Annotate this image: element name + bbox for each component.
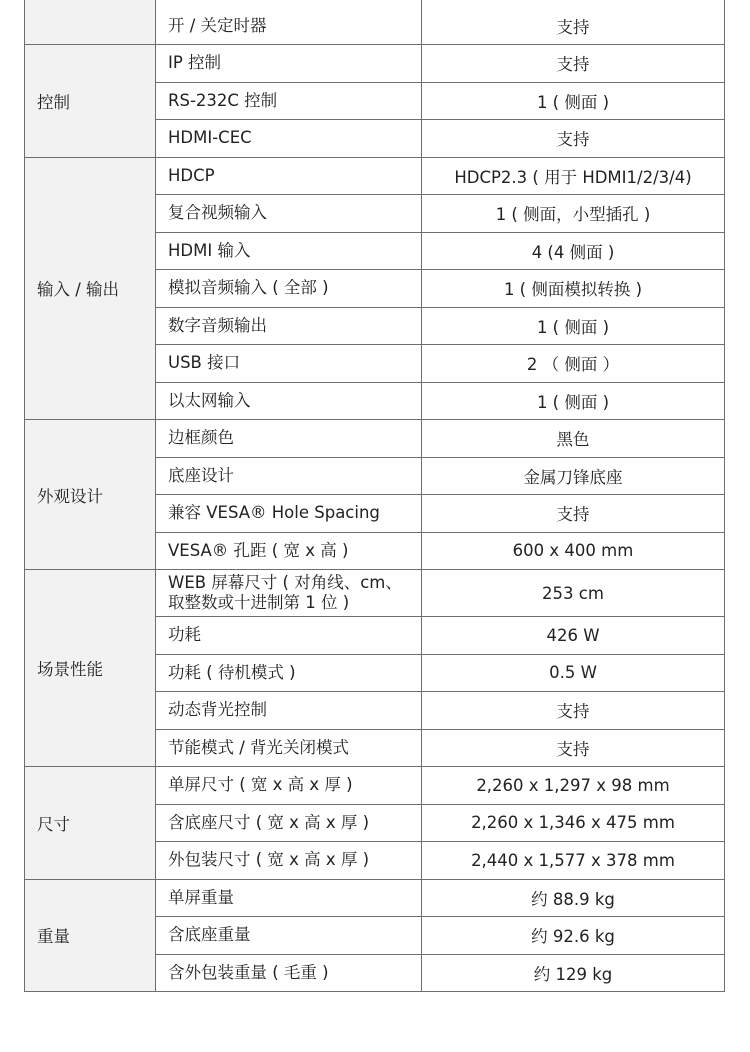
row-value: 支持 [422, 120, 725, 158]
row-value: 支持 [422, 495, 725, 533]
row-label: USB 接口 [156, 345, 422, 383]
row-value: 约 88.9 kg [422, 879, 725, 917]
row-value: 约 129 kg [422, 954, 725, 992]
row-label: 边框颜色 [156, 420, 422, 458]
group-cell-design: 外观设计 [25, 420, 156, 570]
row-label: VESA® 孔距 ( 宽 x 高 ) [156, 532, 422, 570]
row-label: 底座设计 [156, 457, 422, 495]
table-row [25, 0, 725, 45]
row-value: HDCP2.3 ( 用于 HDMI1/2/3/4) [422, 157, 725, 195]
table-row [25, 767, 725, 805]
row-label: 开 / 关定时器 [156, 0, 422, 45]
row-value: 2,440 x 1,577 x 378 mm [422, 842, 725, 880]
table-row [25, 157, 725, 195]
row-label: 含底座重量 [156, 917, 422, 955]
row-label-line: WEB 屏幕尺寸 ( 对角线、cm、 [168, 573, 402, 592]
row-value: 1 ( 侧面模拟转换 ) [422, 270, 725, 308]
row-label: HDMI-CEC [156, 120, 422, 158]
row-label: 模拟音频输入 ( 全部 ) [156, 270, 422, 308]
row-label: 含底座尺寸 ( 宽 x 高 x 厚 ) [156, 804, 422, 842]
row-value: 1 ( 侧面 ) [422, 82, 725, 120]
group-cell-control: 控制 [25, 45, 156, 158]
row-label: IP 控制 [156, 45, 422, 83]
group-cell-io: 输入 / 输出 [25, 157, 156, 420]
row-value: 1 ( 侧面，小型插孔 ) [422, 195, 725, 233]
group-cell-dimensions: 尺寸 [25, 767, 156, 880]
row-value: 2 （ 侧面 ） [422, 345, 725, 383]
row-label: 以太网输入 [156, 382, 422, 420]
row-label: HDCP [156, 157, 422, 195]
row-label: 复合视频输入 [156, 195, 422, 233]
row-label: 功耗 [156, 617, 422, 655]
row-value: 600 x 400 mm [422, 532, 725, 570]
row-value: 2,260 x 1,297 x 98 mm [422, 767, 725, 805]
table-row [25, 420, 725, 458]
row-label: 单屏尺寸 ( 宽 x 高 x 厚 ) [156, 767, 422, 805]
table-row [25, 570, 725, 617]
row-label [156, 570, 422, 617]
group-cell [25, 0, 156, 45]
row-value: 支持 [422, 0, 725, 45]
row-value: 支持 [422, 729, 725, 767]
row-label: 功耗 ( 待机模式 ) [156, 654, 422, 692]
row-label: 数字音频输出 [156, 307, 422, 345]
row-label: 兼容 VESA® Hole Spacing [156, 495, 422, 533]
row-label: 动态背光控制 [156, 692, 422, 730]
row-label: 单屏重量 [156, 879, 422, 917]
row-label: 节能模式 / 背光关闭模式 [156, 729, 422, 767]
row-label: RS-232C 控制 [156, 82, 422, 120]
row-value: 黑色 [422, 420, 725, 458]
row-label: 外包装尺寸 ( 宽 x 高 x 厚 ) [156, 842, 422, 880]
row-label: HDMI 输入 [156, 232, 422, 270]
group-cell-weight: 重量 [25, 879, 156, 992]
spec-table [24, 0, 725, 992]
row-value: 253 cm [422, 570, 725, 617]
table-row [25, 45, 725, 83]
table-row [25, 879, 725, 917]
row-value: 金属刀锋底座 [422, 457, 725, 495]
row-value: 支持 [422, 45, 725, 83]
row-value: 4 (4 侧面 ) [422, 232, 725, 270]
row-value: 0.5 W [422, 654, 725, 692]
row-label: 含外包装重量 ( 毛重 ) [156, 954, 422, 992]
group-cell-performance: 场景性能 [25, 570, 156, 767]
row-label-line: 取整数或十进制第 1 位 ) [168, 593, 350, 612]
row-value: 426 W [422, 617, 725, 655]
row-value: 支持 [422, 692, 725, 730]
row-value: 1 ( 侧面 ) [422, 382, 725, 420]
row-value: 约 92.6 kg [422, 917, 725, 955]
row-value: 2,260 x 1,346 x 475 mm [422, 804, 725, 842]
row-value: 1 ( 侧面 ) [422, 307, 725, 345]
